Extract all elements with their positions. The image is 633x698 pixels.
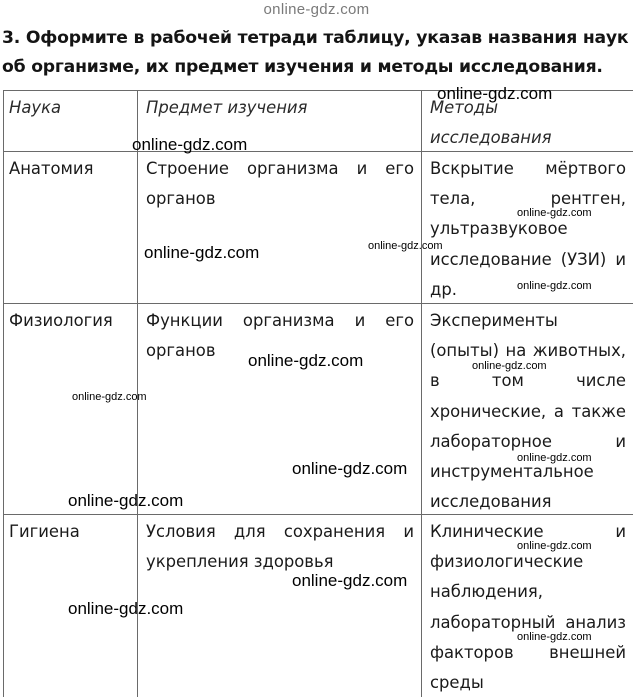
watermark: online-gdz.com (68, 491, 184, 510)
table-divider-2 (421, 90, 422, 697)
header-methods-line1: Методы (430, 98, 499, 117)
row2-science: Физиология (9, 311, 113, 330)
row2-subject: Функции организма и его органов (146, 311, 414, 361)
row1-methods: Вскрытие мёртвого тела, рентген, ультразвуковое исследование (УЗИ) и др. (430, 159, 626, 299)
row2-methods: Эксперименты (опыты) на животных, в том числе хронические, а также лабораторное и инструментальное исследования (430, 311, 626, 512)
watermark: online-gdz.com (68, 599, 184, 618)
table-border-left (3, 90, 4, 697)
site-watermark-top: online-gdz.com (263, 1, 370, 18)
watermark: online-gdz.com (437, 84, 553, 103)
task-statement (2, 24, 632, 82)
watermark: online-gdz.com (517, 540, 592, 552)
row3-science: Гигиена (9, 522, 80, 541)
watermark: online-gdz.com (517, 452, 592, 464)
watermark: online-gdz.com (517, 631, 592, 643)
watermark: online-gdz.com (517, 280, 592, 292)
row1-subject: Строение организма и его органов (146, 159, 414, 209)
header-science: Наука (9, 98, 62, 117)
header-subject: Предмет изучения (146, 98, 308, 117)
watermark: online-gdz.com (472, 360, 547, 372)
watermark: online-gdz.com (517, 207, 592, 219)
watermark: online-gdz.com (368, 240, 443, 252)
watermark: online-gdz.com (144, 243, 260, 262)
watermark: online-gdz.com (72, 391, 147, 403)
task-line-1: 3. Оформите в рабочей тетради таблицу, указав названия наук (2, 28, 629, 48)
watermark: online-gdz.com (248, 351, 364, 370)
watermark: online-gdz.com (292, 459, 408, 478)
watermark: online-gdz.com (292, 571, 408, 590)
row3-subject: Условия для сохранения и укрепления здоровья (146, 522, 414, 572)
header-methods-line2: исследования (430, 128, 552, 147)
row3-methods: Клинические и физиологические наблюдения, лабораторный анализ факторов внешней среды (430, 522, 626, 693)
watermark: online-gdz.com (132, 135, 248, 154)
row1-science: Анатомия (9, 159, 94, 178)
task-line-2: об организме, их предмет изучения и методы исследования. (2, 57, 603, 77)
